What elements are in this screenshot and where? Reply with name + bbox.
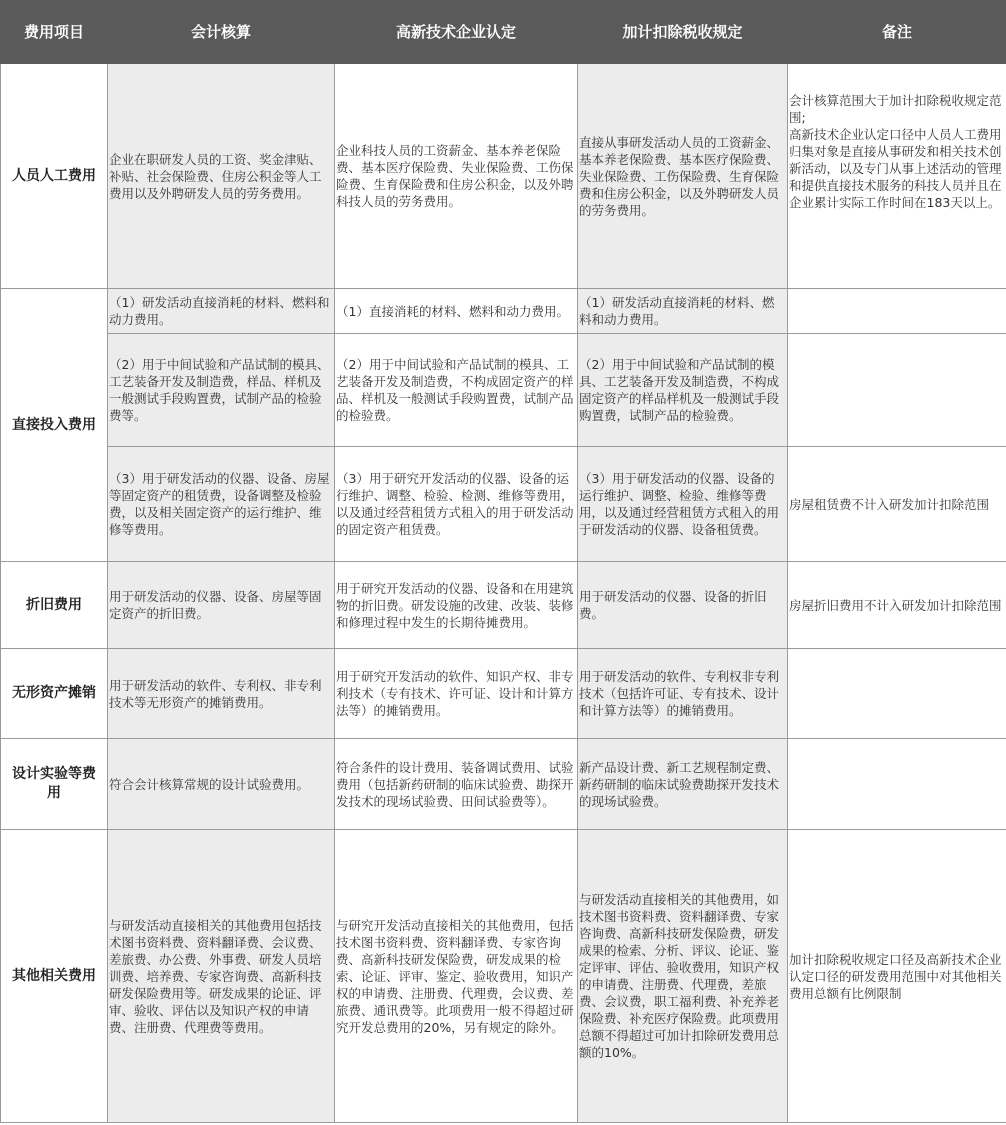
header-remark: 备注	[788, 1, 1006, 64]
cell-deduction: 用于研发活动的软件、专利权非专利技术（包括许可证、专有技术、设计和计算方法等）的摊销费用。	[578, 649, 788, 739]
cell-deduction: （3）用于研发活动的仪器、设备的运行维护、调整、检验、维修等费用，以及通过经营租赁方式租入的用于研发活动的仪器、设备租赁费。	[578, 447, 788, 562]
cell-hightech: 与研究开发活动直接相关的其他费用，包括技术图书资料费、资料翻译费、专家咨询费、高新科技研发保险费，研发成果的检索、论证、评审、鉴定、验收费用，知识产权的申请费、注册费、代理费，会议费、差旅费、通讯费等。此项费用一般不得超过研究开发总费用的20%，另有规定的除外。	[335, 830, 578, 1123]
header-super-deduction: 加计扣除税收规定	[578, 1, 788, 64]
cell-deduction: 直接从事研发活动人员的工资薪金、基本养老保险费、基本医疗保险费、失业保险费、工伤保险费、生育保险费和住房公积金，以及外聘研发人员的劳务费用。	[578, 64, 788, 289]
table-header-row	[1, 1, 1006, 64]
row-category: 直接投入费用	[1, 289, 108, 562]
cell-accounting: 与研发活动直接相关的其他费用包括技术图书资料费、资料翻译费、会议费、差旅费、办公费、外事费、研发人员培训费、培养费、专家咨询费、高新科技研发保险费用等。研发成果的论证、评审、验收、评估以及知识产权的申请费、注册费、代理费等费用。	[108, 830, 335, 1123]
table-row	[1, 649, 1006, 739]
cell-hightech: （3）用于研究开发活动的仪器、设备的运行维护、调整、检验、检测、维修等费用，以及通过经营租赁方式租入的用于研发活动的固定资产租赁费。	[335, 447, 578, 562]
row-category: 无形资产摊销	[1, 649, 108, 739]
cell-deduction: （2）用于中间试验和产品试制的模具、工艺装备开发及制造费，不构成固定资产的样品样机及一般测试手段购置费，试制产品的检验费。	[578, 334, 788, 447]
table-row	[1, 447, 1006, 562]
table-row	[1, 830, 1006, 1123]
cell-remark	[788, 649, 1006, 739]
cell-remark	[788, 739, 1006, 830]
cell-accounting: 用于研发活动的仪器、设备、房屋等固定资产的折旧费。	[108, 562, 335, 649]
row-category: 其他相关费用	[1, 830, 108, 1123]
cell-deduction: 新产品设计费、新工艺规程制定费、新药研制的临床试验费勘探开发技术的现场试验费。	[578, 739, 788, 830]
cell-remark: 会计核算范围大于加计扣除税收规定范围; 高新技术企业认定口径中人员人工费用归集对象是直接从事研发和相关技术创新活动，以及专门从事上述活动的管理和提供直接技术服务的科技人员并且在企业累计实际工作时间在183天以上。	[788, 64, 1006, 289]
table-row	[1, 562, 1006, 649]
cell-accounting: 符合会计核算常规的设计试验费用。	[108, 739, 335, 830]
cell-remark: 房屋折旧费用不计入研发加计扣除范围	[788, 562, 1006, 649]
cell-deduction: 用于研发活动的仪器、设备的折旧费。	[578, 562, 788, 649]
row-category: 人员人工费用	[1, 64, 108, 289]
table-row	[1, 64, 1006, 289]
cell-hightech: 用于研究开发活动的软件、知识产权、非专利技术（专有技术、许可证、设计和计算方法等）的摊销费用。	[335, 649, 578, 739]
row-category: 折旧费用	[1, 562, 108, 649]
cell-remark: 房屋租赁费不计入研发加计扣除范围	[788, 447, 1006, 562]
cell-accounting: 用于研发活动的软件、专利权、非专利技术等无形资产的摊销费用。	[108, 649, 335, 739]
cell-accounting: （3）用于研发活动的仪器、设备、房屋等固定资产的租赁费，设备调整及检验费，以及相关固定资产的运行维护、维修等费用。	[108, 447, 335, 562]
row-category: 设计实验等费用	[1, 739, 108, 830]
table-row	[1, 334, 1006, 447]
cell-remark	[788, 289, 1006, 334]
header-accounting: 会计核算	[108, 1, 335, 64]
cell-remark: 加计扣除税收规定口径及高新技术企业认定口径的研发费用范围中对其他相关费用总额有比例限制	[788, 830, 1006, 1123]
header-hightech-certification: 高新技术企业认定	[335, 1, 578, 64]
cell-hightech: （1）直接消耗的材料、燃料和动力费用。	[335, 289, 578, 334]
cell-accounting: （1）研发活动直接消耗的材料、燃料和动力费用。	[108, 289, 335, 334]
cell-hightech: （2）用于中间试验和产品试制的模具、工艺装备开发及制造费，不构成固定资产的样品、样机及一般测试手段购置费，试制产品的检验费。	[335, 334, 578, 447]
header-expense-item: 费用项目	[1, 1, 108, 64]
cell-remark	[788, 334, 1006, 447]
table-row	[1, 739, 1006, 830]
cell-hightech: 企业科技人员的工资薪金、基本养老保险费、基本医疗保险费、失业保险费、工伤保险费、生育保险费和住房公积金，以及外聘科技人员的劳务费用。	[335, 64, 578, 289]
table-row	[1, 289, 1006, 334]
cell-hightech: 符合条件的设计费用、装备调试费用、试验费用（包括新药研制的临床试验费、勘探开发技术的现场试验费、田间试验费等）。	[335, 739, 578, 830]
cell-hightech: 用于研究开发活动的仪器、设备和在用建筑物的折旧费。研发设施的改建、改装、装修和修理过程中发生的长期待摊费用。	[335, 562, 578, 649]
cell-deduction: 与研发活动直接相关的其他费用，如技术图书资料费、资料翻译费、专家咨询费、高新科技研发保险费，研发成果的检索、分析、评议、论证、鉴定评审、评估、验收费用，知识产权的申请费、注册费、代理费，差旅费、会议费，职工福利费、补充养老保险费、补充医疗保险费。此项费用总额不得超过可加计扣除研发费用总额的10%。	[578, 830, 788, 1123]
cell-deduction: （1）研发活动直接消耗的材料、燃料和动力费用。	[578, 289, 788, 334]
cell-accounting: （2）用于中间试验和产品试制的模具、工艺装备开发及制造费，样品、样机及一般测试手段购置费，试制产品的检验费等。	[108, 334, 335, 447]
cell-accounting: 企业在职研发人员的工资、奖金津贴、补贴、社会保险费、住房公积金等人工费用以及外聘研发人员的劳务费用。	[108, 64, 335, 289]
